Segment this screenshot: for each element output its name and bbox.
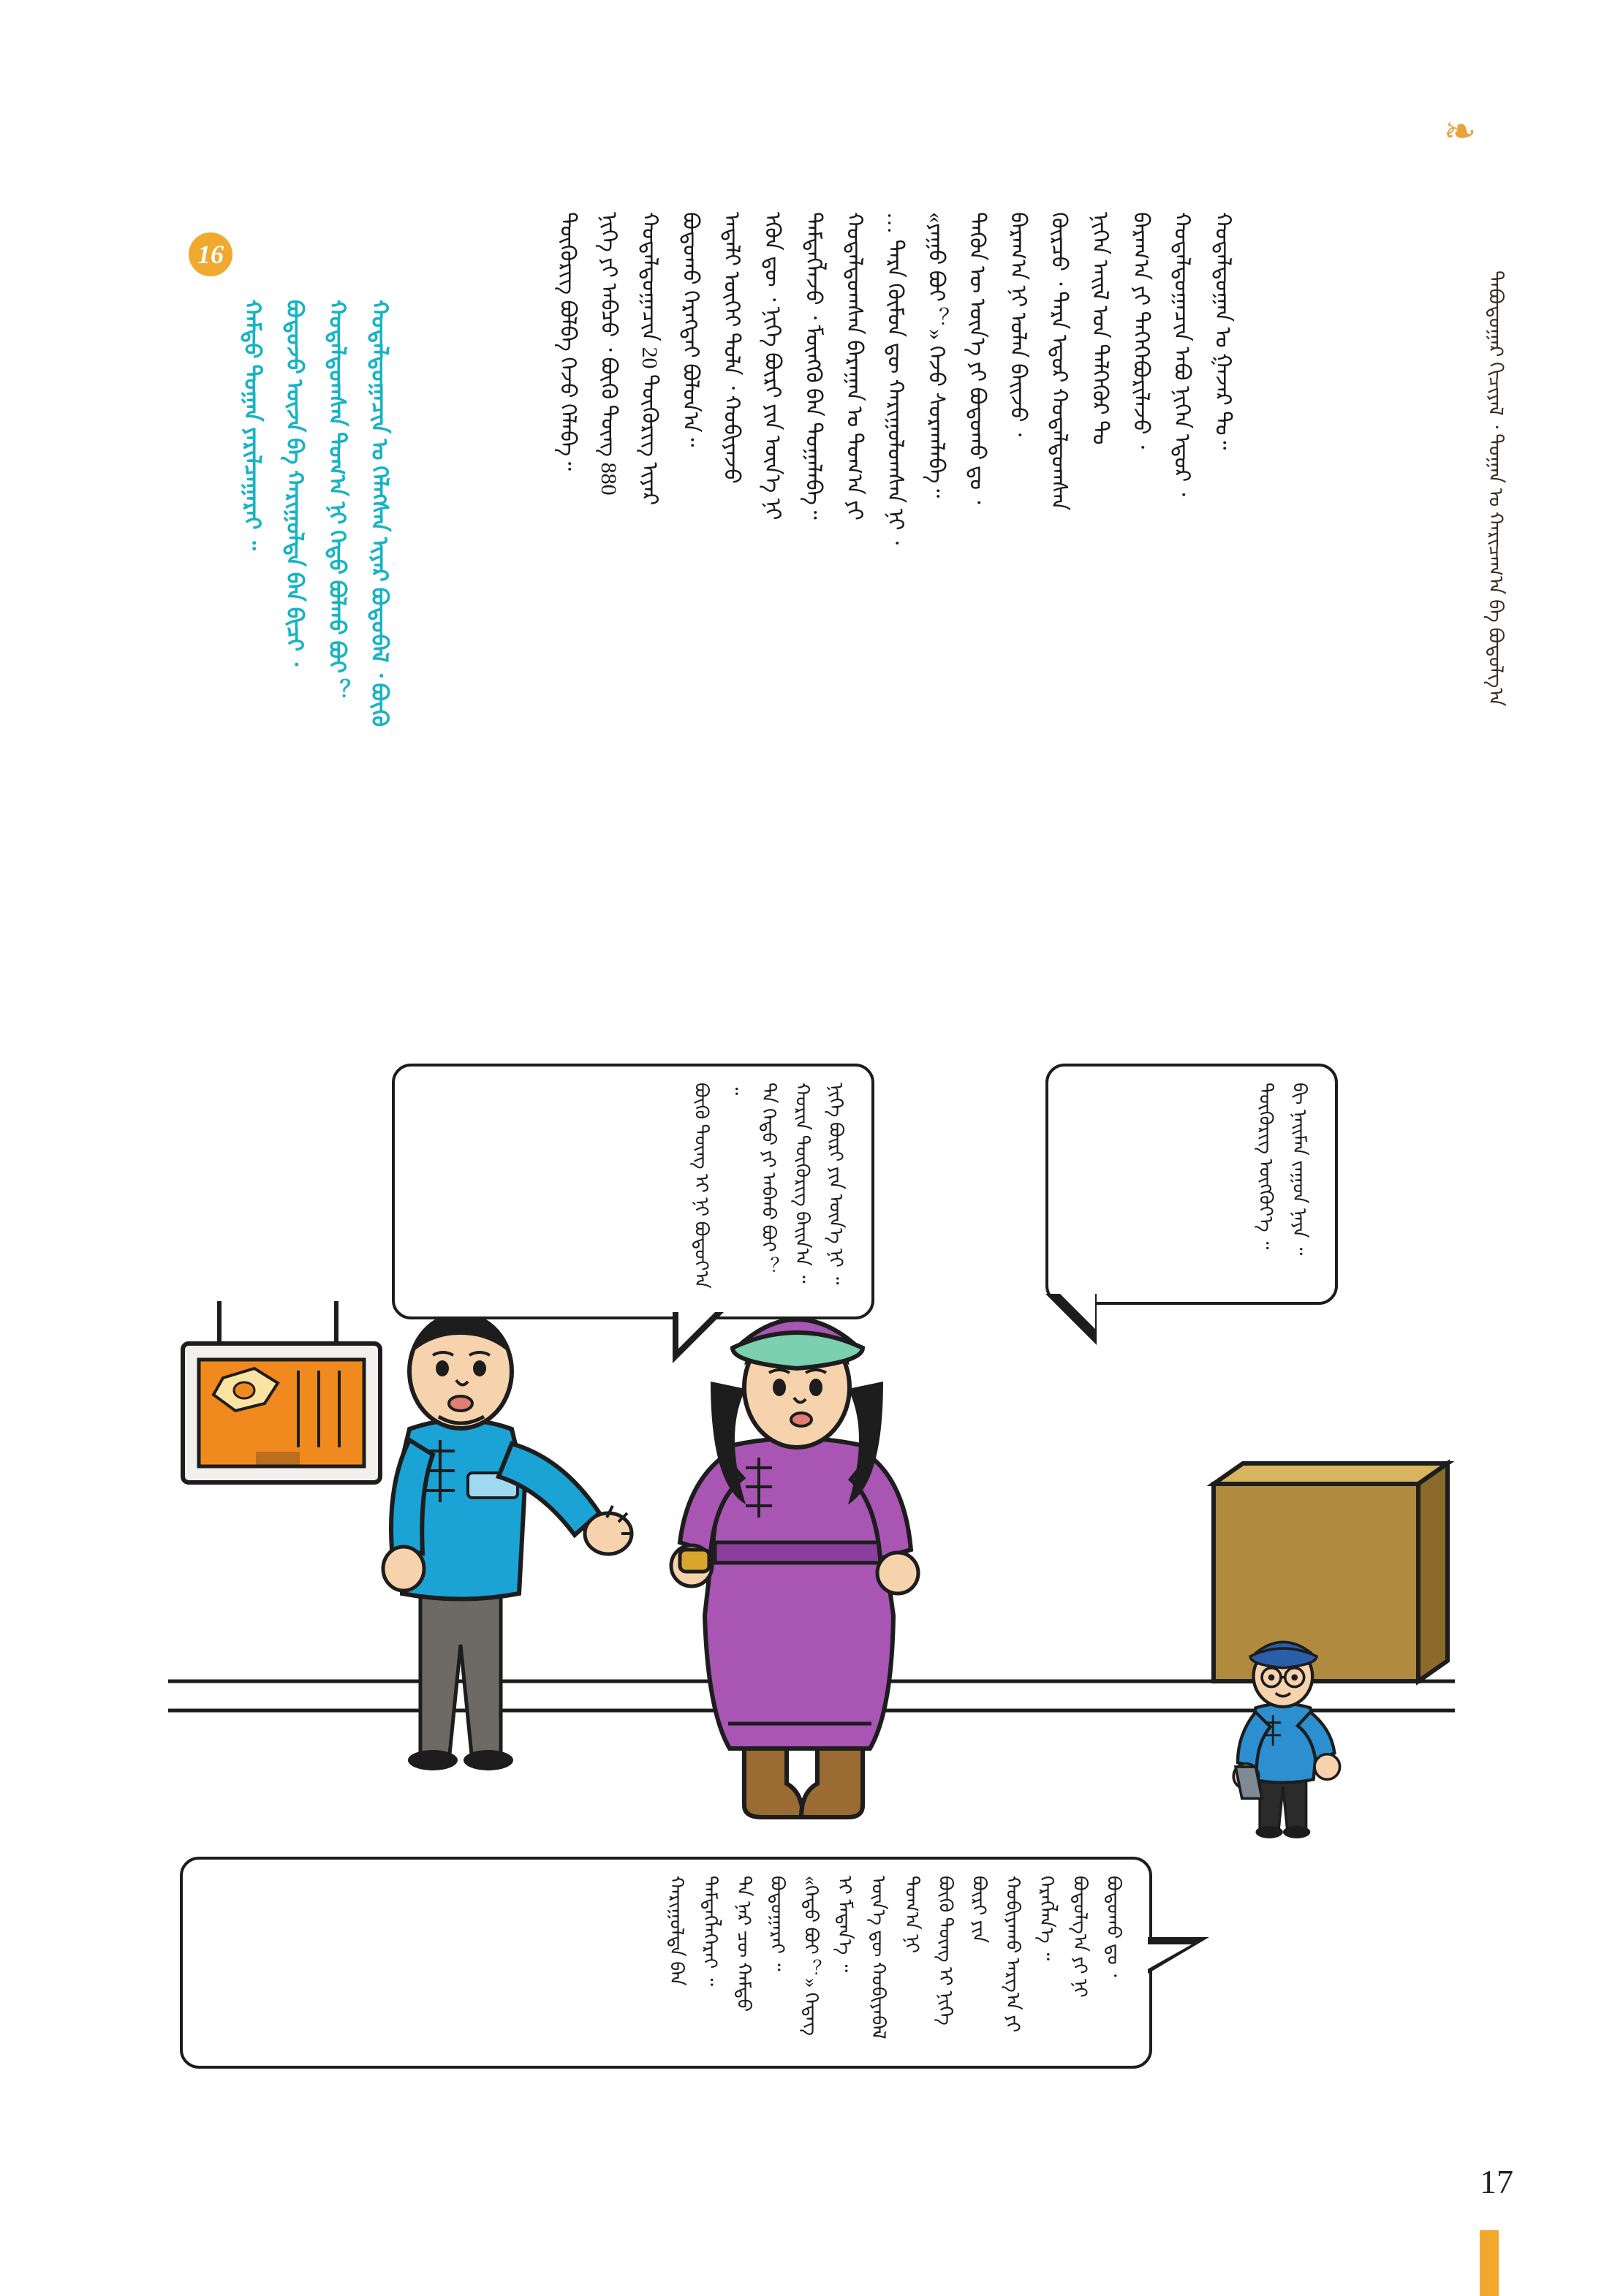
bubble-text-column: ᠬᠤᠷᠢᠨ ᠲᠥᠭᠦᠷᠢᠭ ᠪᠠᠢᠨ᠎ᠠ ᠃ — [792, 1083, 813, 1284]
body-text-column: ᠬᠤᠳᠠᠯᠳᠤᠭᠰᠠᠨ ᠪᠠᠷᠠᠭᠠᠨ ᠤ ᠲᠣᠭ᠎ᠠ ᠶᠢ — [842, 212, 866, 520]
body-text-column: ᠬᠤᠳᠠᠯᠳᠤᠭᠠᠨ ᠤ ᠭᠠᠵᠠᠷ ᠲᠤ᠃ — [1211, 212, 1235, 450]
bubble-text-column: ᠪᠦᠬᠦ ᠳᠦᠩ ᠢ ᠨᠢᠭᠡ ᠪᠦᠷᠢ ᠶᠢᠨ — [935, 1876, 990, 2031]
speech-bubble-man — [392, 1064, 874, 1319]
body-text-column: ᠪᠣᠳᠤᠬᠤ ᠬᠡᠷᠡᠭᠲᠡᠢ ᠪᠣᠯᠤᠨ᠎ᠠ᠃ — [678, 212, 703, 447]
body-text-column: ᠬᠤᠳᠠᠯᠳᠤᠭᠠᠴᠢᠨ ᠠᠪᠤ ᠨᠢᠭᠡᠨ ᠡᠳᠦᠷ ᠂ — [1170, 212, 1194, 496]
wooden-counter — [1214, 1463, 1448, 1681]
body-text-block — [409, 212, 1243, 1016]
body-text-column: ᠨᠢᠭᠡ ᠶᠢ ᠠᠪᠴᠤ ᠂ ᠪᠦᠬᠦ ᠳᠦᠩ 880 — [597, 212, 621, 496]
body-text-column: ᠪᠠᠷᠠᠭ᠎ᠠ ᠶᠢ ᠲᠡᠭᠡᠭᠡᠪᠦᠷᠢᠯᠡᠵᠦ ᠂ — [1129, 212, 1153, 450]
ornament-icon: ❧ — [1443, 110, 1477, 154]
body-text-column: «ᠶᠠᠭᠤ ᠪᠤᠢ ︖» ᠭᠡᠵᠦ ᠰᠤᠷᠠᠭᠯᠠᠪᠠ᠃ — [924, 212, 948, 499]
coin-purse — [680, 1550, 709, 1572]
bubble-text-column: ᠬᠤᠪᠢᠶᠠᠬᠤ ᠠᠷᠭ᠎ᠠ ᠶᠢ ᠬᠡᠷᠡᠭᠯᠡᠨ᠎ᠡ ᠃ — [1002, 1876, 1057, 2037]
speech-bubble-woman — [1045, 1064, 1338, 1305]
bubble-text-column: ᠬᠠᠷᠢᠭᠤᠯᠲᠠ ᠪᠠᠨ ᠲᠡᠮᠳᠡᠭᠯᠡᠭᠡᠷᠡᠢ ᠃ — [666, 1876, 721, 1991]
body-text-column: ᠪᠠᠷᠠᠭ᠎ᠠ ᠨᠢ ᠣᠯᠠᠨ ᠪᠠᠢᠵᠤ ᠂ — [1006, 212, 1030, 437]
bubble-text-column: ᠲᠥᠭᠦᠷᠢᠭ ᠥᠭᠭᠦᠶ᠎ᠡ ᠃ — [1255, 1083, 1276, 1250]
footer-accent-bar — [1480, 2230, 1499, 2296]
question-text-block — [181, 300, 401, 1031]
scene-illustration — [168, 1301, 1455, 1893]
body-text-column: ᠲᠡᠮᠳᠡᠭᠯᠡᠵᠦ ᠂ ᠮᠥᠩᠭᠦ ᠪᠡᠨ ᠲᠣᠭᠠᠯᠠᠪᠠ᠃ — [801, 212, 825, 520]
body-text-column: ᠲᠡᠭᠦᠨ ᠦ ᠦᠨ᠎ᠡ ᠶᠢ ᠪᠣᠳᠤᠬᠤ ᠳᠤ ᠂ — [965, 212, 989, 504]
body-text-column: ᠬᠤᠳᠠᠯᠳᠤᠭᠠᠴᠢᠨ 20 ᠲᠥᠭᠦᠷᠢᠭ ᠢᠶᠡᠷ — [638, 212, 662, 506]
body-text-column: ᠲᠥᠭᠦᠷᠢᠭ ᠪᠣᠯᠪᠠ ᠭᠡᠵᠦ ᠬᠡᠯᠡᠪᠡ᠃ — [556, 212, 580, 471]
speech-bubble-boy-tail-fill — [1145, 1944, 1192, 1971]
question-text-column: ᠪᠣᠳᠤᠵᠤ ᠦᠵᠡ ᠪᠡ ᠬᠠᠷᠢᠭᠤᠯᠲᠠ ᠪᠠᠨ ᠪᠢᠴᠢ ᠂ — [282, 300, 308, 667]
bubble-text-column: «ᠬᠡᠳᠦ ᠪᠤᠢ ︖» ᠭᠡᠳᠡᠭ ᠢ ᠮᠡᠳᠡᠨ᠎ᠡ ᠃ — [801, 1876, 855, 2041]
question-text-column: ᠬᠠᠮᠲᠤ ᠳᠤᠭᠠᠨ ᠶᠠᠷᠢᠯᠴᠠᠭᠠᠷᠠᠢ ᠃ — [240, 300, 265, 550]
question-text-column: ᠬᠤᠳᠠᠯᠳᠤᠭᠰᠠᠨ ᠲᠣᠭ᠎ᠠ ᠨᠢ ᠬᠡᠳᠦ ᠪᠣᠯᠬᠤ ᠪᠤᠢ ︖ — [325, 300, 350, 702]
shop-sign — [183, 1301, 380, 1482]
page-number: 17 — [1480, 2163, 1513, 2200]
bubble-text-column: ᠨᠢᠭᠡ ᠪᠦᠷᠢ ᠶᠢᠨ ᠦᠨ᠎ᠡ ᠨᠢ ᠃ — [825, 1083, 847, 1285]
exercise-number-badge: 16 — [189, 232, 232, 276]
body-text-column: ᠡᠭᠦᠨ ᠳᠦ ᠂ ᠨᠢᠭᠡ ᠪᠦᠷᠢ ᠶᠢᠨ ᠦᠨ᠎ᠡ ᠨᠢ — [760, 212, 784, 520]
shopkeeper-man — [383, 1314, 633, 1770]
speech-bubble-man-tail-fill — [678, 1308, 719, 1349]
bubble-text-column: ᠪᠦᠬᠦ ᠳᠦᠩ ᠢ ᠨᠢ ᠪᠣᠳᠤᠶ᠎ᠠ ᠃ — [691, 1083, 746, 1294]
body-text-column: ᠠᠳᠠᠯᠢ ᠦᠭᠡᠢ ᠲᠤᠯᠠ ᠂ ᠬᠤᠪᠢᠶᠠᠵᠤ — [719, 212, 744, 484]
bubble-text-column: ᠦᠨ᠎ᠡ ᠳᠦ ᠬᠤᠪᠢᠶᠠᠪᠠᠯ ᠲᠣᠭ᠎ᠠ ᠨᠢ — [868, 1876, 923, 2045]
bubble-text-column: ᠪᠣᠳᠤᠯᠭ᠎ᠠ ᠶᠢ ᠨᠢ ᠪᠣᠳᠤᠬᠤ ᠳᠤ ᠂ — [1070, 1876, 1124, 2003]
bubble-text-column: ᠪᠢ ᠨᠠᠢᠮᠠᠨ ᠵᠠᠭᠤᠨ ᠨᠠᠶᠠ ᠃ — [1289, 1083, 1310, 1256]
speech-bubble-boy — [180, 1857, 1152, 2069]
customer-woman — [671, 1301, 918, 1817]
body-text-column: … ᠲᠡᠷᠡ ᠬᠦᠮᠦᠨ ᠳᠦ ᠬᠠᠷᠢᠭᠤᠯᠤᠭᠰᠠᠨ ᠨᠢ ᠂ — [883, 212, 907, 545]
body-text-column: ᠨᠢᠭᠡᠨ ᠠᠢᠯ ᠤᠨ ᠳᠡᠯᠭᠡᠭᠦᠷ ᠲᠤ — [1088, 212, 1112, 445]
body-text-column: ᠬᠦᠷᠴᠦ ᠂ ᠲᠡᠷᠡ ᠡᠳᠦᠷ ᠬᠤᠳᠠᠯᠳᠤᠭᠰᠠᠨ — [1047, 212, 1071, 511]
bubble-text-column: ᠲᠠ ᠬᠡᠳᠦ ᠶᠢ ᠠᠪᠬᠤ ᠪᠤᠢ ︖ — [758, 1083, 779, 1276]
speech-bubble-woman-tail-fill — [1056, 1289, 1095, 1329]
bubble-text-column: ᠲᠠ ᠨᠠᠷ ᠴᠦ ᠬᠠᠮᠲᠤ ᠪᠣᠳᠤᠭᠠᠷᠠᠢ ᠃ — [733, 1876, 788, 2017]
chapter-title: ᠲᠠᠪᠤᠳᠤᠭᠠᠷ ᠬᠢᠴᠢᠶᠡᠯ ᠂ ᠲᠣᠭᠠᠨ ᠤ ᠬᠠᠷᠢᠴᠠᠭ᠎ᠠ ᠪᠠ ᠪᠣᠳᠣᠯᠭ᠎ᠠ — [1485, 270, 1507, 707]
question-text-column: ᠬᠤᠳᠠᠯᠳᠤᠭᠠᠴᠢᠨ ᠤ ᠬᠡᠯᠡᠭᠰᠡᠨ ᠢᠶᠡᠷ ᠪᠣᠳᠤᠪᠠᠯ ᠂ ᠪᠦᠬᠦ — [367, 300, 393, 727]
